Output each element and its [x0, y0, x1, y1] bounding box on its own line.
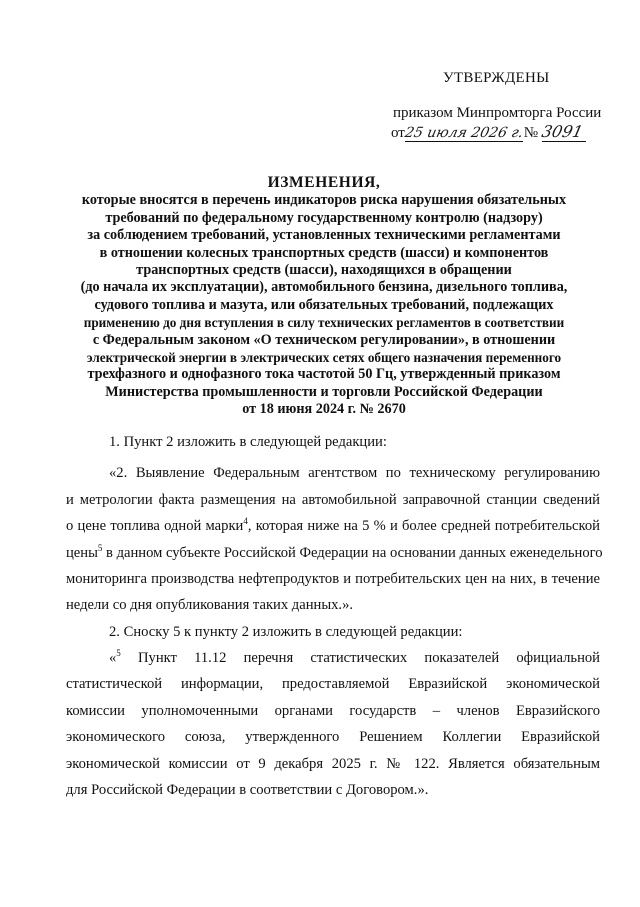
footnote-ref-4: 4 [243, 516, 248, 526]
quote-2-line: статистической информации, предоставляемой Евразийской экономической [66, 676, 600, 692]
title-line: трехфазного и однофазного тока частотой 50 Гц, утвержденный приказом [87, 366, 561, 383]
paragraph-1-heading: 1. Пункт 2 изложить в следующей редакции: [109, 434, 387, 450]
title-line: требований по федеральному государственному контролю (надзору) [105, 209, 543, 226]
footnote-mark-5: 5 [116, 648, 121, 658]
order-date-handwritten: 25 июля 2026 г. [403, 125, 525, 141]
title-line: от 18 июня 2024 г. № 2670 [242, 401, 406, 418]
approved-stamp-text: УТВЕРЖДЕНЫ [443, 70, 550, 86]
order-number-label: № [523, 125, 539, 141]
quote-1-line: «2. Выявление Федеральным агентством по техническому регулированию [109, 465, 600, 481]
title-line: (до начала их эксплуатации), автомобильного бензина, дизельного топлива, [80, 279, 568, 296]
footnote-ref-5: 5 [97, 543, 103, 553]
order-from-label: от [391, 125, 405, 141]
title-line: за соблюдением требований, установленных техническими регламентами [87, 227, 561, 244]
quote-2-line: для Российской Федерации в соответствии с Договором.». [66, 782, 429, 798]
text-span: « [109, 650, 117, 666]
order-number-handwritten: 3091 [540, 122, 585, 141]
quote-1-line [66, 518, 600, 535]
order-reference [391, 124, 586, 142]
title-line: транспортных средств (шасси), находящихся в обращении [136, 262, 512, 279]
text-span: в данном субъекте Российской Федерации на основании данных еженедельного [102, 545, 603, 561]
quote-1-line: мониторинга производства нефтепродуктов и потребительских цен на них, в течение [66, 571, 600, 587]
title-line: которые вносятся в перечень индикаторов риска нарушения обязательных [81, 192, 567, 209]
quote-2-line [109, 650, 600, 667]
text-span: о цене топлива одной марки [66, 518, 244, 534]
quote-1-line [66, 543, 603, 562]
document-title [66, 174, 582, 419]
quote-2-line: экономической комиссии от 9 декабря 2025 г. № 122. Является обязательным [66, 756, 600, 772]
order-issuer: приказом Минпромторга России [393, 105, 602, 121]
title-line: электрической энергии в электрических сетях общего назначения переменного [86, 350, 562, 366]
paragraph-2-heading: 2. Сноску 5 к пункту 2 изложить в следующей редакции: [109, 624, 463, 640]
text-span: цены [66, 545, 98, 561]
quote-1-line: и метрологии факта размещения на автомобильной заправочной станции сведений [66, 492, 600, 508]
quote-2-line: экономического союза, утвержденного Решением Коллегии Евразийской [66, 729, 600, 745]
quote-1-line: недели со дня опубликования таких данных.». [66, 597, 354, 613]
text-span: , которая ниже на 5 % и более средней потребительской [247, 518, 600, 534]
title-line: с Федеральным законом «О техническом регулировании», в отношении [92, 331, 556, 348]
text-span: Пункт 11.12 перечня статистических показателей официальной [120, 650, 600, 666]
title-line: Министерства промышленности и торговли Российской Федерации [105, 383, 543, 400]
title-heading: ИЗМЕНЕНИЯ, [267, 174, 381, 191]
quote-2-line: комиссии уполномоченными органами государств – членов Евразийского [66, 703, 600, 719]
title-line: применению до дня вступления в силу технических регламентов в соответствии [83, 315, 565, 331]
title-line: в отношении колесных транспортных средств (шасси) и компонентов [99, 244, 549, 261]
title-line: судового топлива и мазута, или обязательных требований, подлежащих [94, 296, 554, 313]
